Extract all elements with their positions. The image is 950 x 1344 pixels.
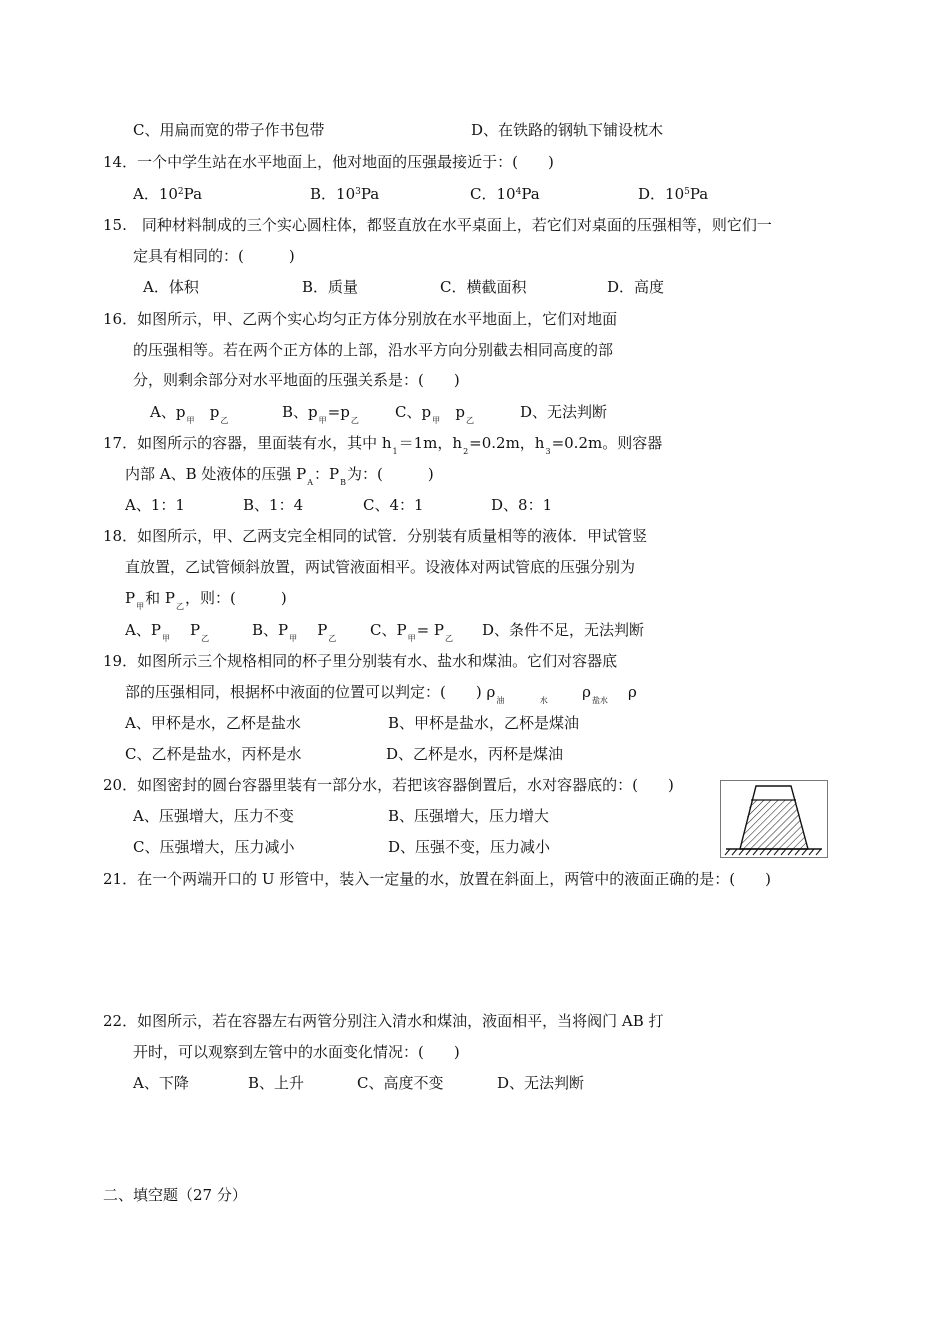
q15-option-c: C．横截面积 xyxy=(440,278,527,296)
q22-option-d: D、无法判断 xyxy=(497,1074,585,1092)
q13-option-d: D、在铁路的钢轨下铺设枕木 xyxy=(471,121,664,139)
q14-option-a: A．$10^2Pa$ xyxy=(133,185,203,203)
q15-stem-line2: 定具有相同的：( ) xyxy=(133,247,295,265)
q16-stem-line3: 分，则剩余部分对水平地面的压强关系是：( ) xyxy=(133,371,460,389)
q17-stem-line2: 内部 A、B 处液体的压强 $P_A$：$P_B$为：( ) xyxy=(125,465,434,487)
q22-stem-line1: 22．如图所示，若在容器左右两管分别注入清水和煤油，液面相平，当将阀门 AB 打 xyxy=(103,1012,664,1030)
q13-option-c: C、用扁而宽的带子作书包带 xyxy=(133,121,325,139)
q17-option-a: A、1：1 xyxy=(125,496,185,514)
q19-stem-line1: 19．如图所示三个规格相同的杯子里分别装有水、盐水和煤油。它们对容器底 xyxy=(103,652,618,670)
q18-option-a: A、$P_甲$ $P_乙$ xyxy=(125,621,210,643)
q15-option-d: D．高度 xyxy=(607,278,665,296)
q16-option-a: A、$p_甲$ $p_乙$ xyxy=(150,403,229,425)
q18-option-b: B、$P_甲$ $P_乙$ xyxy=(252,621,337,643)
q22-option-a: A、下降 xyxy=(133,1074,189,1092)
q22-option-b: B、上升 xyxy=(248,1074,305,1092)
q17-option-b: B、1：4 xyxy=(243,496,304,514)
q14-option-d: D．$10^5Pa$ xyxy=(638,185,709,203)
q17-option-c: C、4：1 xyxy=(363,496,424,514)
section-heading-fill-in: 二、填空题（27 分） xyxy=(103,1186,247,1204)
q19-option-b: B、甲杯是盐水，乙杯是煤油 xyxy=(388,714,580,732)
q20-option-b: B、压强增大，压力增大 xyxy=(388,807,550,825)
q20-option-d: D、压强不变，压力减小 xyxy=(388,838,551,856)
q18-stem-line2: 直放置，乙试管倾斜放置，两试管液面相平。设液体对两试管底的压强分别为 xyxy=(125,558,636,576)
q20-stem: 20．如图密封的圆台容器里装有一部分水，若把该容器倒置后，水对容器底的：( ) xyxy=(103,776,674,794)
q20-option-c: C、压强增大，压力减小 xyxy=(133,838,295,856)
q16-stem-line1: 16．如图所示，甲、乙两个实心均匀正方体分别放在水平地面上，它们对地面 xyxy=(103,310,618,328)
q15-stem-line1: 15. 同种材料制成的三个实心圆柱体，都竖直放在水平桌面上，若它们对桌面的压强相等，则它们一 xyxy=(103,216,772,234)
q19-option-a: A、甲杯是水，乙杯是盐水 xyxy=(125,714,301,732)
q18-stem-line3: $P_甲$和 $P_乙$，则：( ) xyxy=(125,589,287,611)
q14-option-b: B．$10^3Pa$ xyxy=(310,185,380,203)
q20-option-a: A、压强增大，压力不变 xyxy=(133,807,294,825)
q17-stem-line1: 17．如图所示的容器，里面装有水，其中 $h_1=1m$，$h_2=0.2m$，$h_3=0.2m$。则容器 xyxy=(103,434,663,456)
q16-option-d: D、无法判断 xyxy=(520,403,608,421)
q22-stem-line2: 开时，可以观察到左管中的水面变化情况：( ) xyxy=(133,1043,460,1061)
q16-option-c: C、$p_甲$ $p_乙$ xyxy=(395,403,475,425)
truncated-cone-container-figure xyxy=(720,780,828,858)
q14-option-c: C．$10^4Pa$ xyxy=(470,185,540,203)
q19-stem-line2: 部的压强相同，根据杯中液面的位置可以判定：( ) $\rho_油$ $_水$ $\rho_{盐水}$ ρ xyxy=(125,683,637,705)
q15-option-b: B．质量 xyxy=(302,278,359,296)
q18-option-d: D、条件不足，无法判断 xyxy=(482,621,645,639)
q19-option-d: D、乙杯是水，丙杯是煤油 xyxy=(386,745,564,763)
q14-stem: 14．一个中学生站在水平地面上，他对地面的压强最接近于：( ) xyxy=(103,153,554,171)
q18-option-c: C、$P_甲= P_乙$ xyxy=(370,621,454,643)
q18-stem-line1: 18．如图所示，甲、乙两支完全相同的试管．分别装有质量相等的液体．甲试管竖 xyxy=(103,527,648,545)
q15-option-a: A．体积 xyxy=(143,278,199,296)
q19-option-c: C、乙杯是盐水，丙杯是水 xyxy=(125,745,302,763)
q16-stem-line2: 的压强相等。若在两个正方体的上部，沿水平方向分别截去相同高度的部 xyxy=(133,341,614,359)
q22-option-c: C、高度不变 xyxy=(357,1074,444,1092)
q17-option-d: D、8：1 xyxy=(491,496,553,514)
q21-stem: 21．在一个两端开口的 U 形管中，装入一定量的水，放置在斜面上，两管中的液面正确的是：( ) xyxy=(103,870,771,888)
q16-option-b: B、$p_甲=p_乙$ xyxy=(282,403,359,425)
